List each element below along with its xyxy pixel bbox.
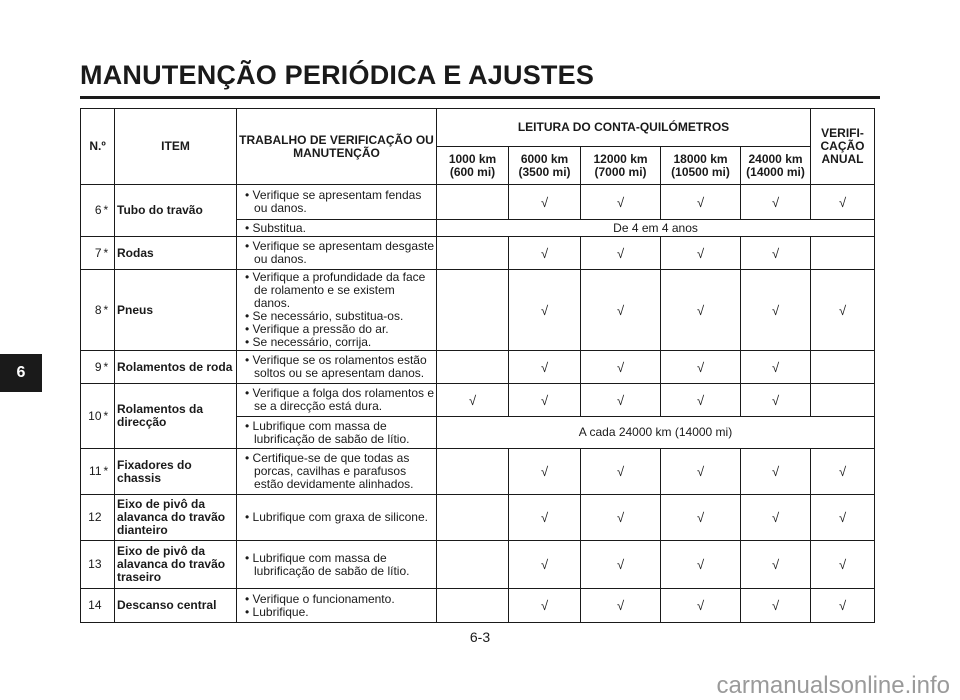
odo-km: 6000 km <box>520 151 569 166</box>
interval-note: De 4 em 4 anos <box>437 220 875 237</box>
check-mark: √ <box>811 541 875 589</box>
odo-km: 18000 km <box>673 151 728 166</box>
check-mark: √ <box>661 185 741 220</box>
check-mark: √ <box>581 541 661 589</box>
row-star: * <box>103 270 115 351</box>
check-mark: √ <box>811 185 875 220</box>
check-mark: √ <box>581 589 661 623</box>
row-item: Pneus <box>115 270 237 351</box>
check-mark: √ <box>509 270 581 351</box>
watermark: carmanualsonline.info <box>716 672 950 699</box>
row-number: 13 <box>81 541 103 589</box>
row-item: Descanso central <box>115 589 237 623</box>
col-header-annual: VERIFI-CAÇÃO ANUAL <box>811 109 875 185</box>
table-row <box>81 541 875 589</box>
row-item: Fixadores do chassis <box>115 449 237 495</box>
chapter-tab: 6 <box>0 354 42 392</box>
row-work: • Verifique a folga dos rolamentos e se a direcção está dura. <box>245 386 434 413</box>
check-mark: √ <box>741 185 811 220</box>
odo-mi: (7000 mi) <box>594 164 647 179</box>
check-mark: √ <box>581 351 661 384</box>
check-mark: √ <box>437 384 509 417</box>
check-mark: √ <box>741 541 811 589</box>
check-mark: √ <box>741 270 811 351</box>
row-work: • Certifique-se de que todas as porcas, cavilhas e parafusos estão devidamente alinhados. <box>245 451 414 491</box>
row-item: Eixo de pivô da alavanca do travão dianteiro <box>115 495 237 541</box>
col-header-odometer: LEITURA DO CONTA-QUILÓMETROS <box>437 109 811 147</box>
table-row <box>81 384 875 417</box>
empty-cell <box>811 384 875 417</box>
empty-cell <box>437 237 509 270</box>
check-mark: √ <box>741 237 811 270</box>
row-work-line: • Se necessário, corrija. <box>245 335 372 349</box>
row-star: * <box>103 384 115 449</box>
row-work: • Verifique se apresentam desgaste ou danos. <box>245 239 434 266</box>
check-mark: √ <box>741 351 811 384</box>
row-number: 8 <box>81 270 103 351</box>
check-mark: √ <box>509 237 581 270</box>
col-header-odo <box>437 147 509 185</box>
odo-km: 12000 km <box>593 151 648 166</box>
row-number: 6 <box>81 185 103 237</box>
check-mark: √ <box>661 495 741 541</box>
row-work: • Substitua. <box>245 220 306 235</box>
check-mark: √ <box>741 449 811 495</box>
row-number: 7 <box>81 237 103 270</box>
row-item: Rolamentos da direcção <box>115 384 237 449</box>
empty-cell <box>437 351 509 384</box>
check-mark: √ <box>509 351 581 384</box>
row-number: 11 <box>81 449 103 495</box>
table-row <box>81 589 875 623</box>
empty-cell <box>437 541 509 589</box>
table-row <box>81 351 875 384</box>
odo-mi: (14000 mi) <box>746 164 805 179</box>
empty-cell <box>437 270 509 351</box>
title-divider <box>80 96 880 99</box>
check-mark: √ <box>509 495 581 541</box>
table-row <box>81 270 875 351</box>
row-work-line: • Verifique a profundidade da face de rolamento e se existem danos. <box>245 270 426 310</box>
row-number: 10 <box>81 384 103 449</box>
check-mark: √ <box>581 185 661 220</box>
check-mark: √ <box>661 351 741 384</box>
check-mark: √ <box>661 589 741 623</box>
row-number: 9 <box>81 351 103 384</box>
row-work-line: • Verifique o funcionamento. <box>245 591 395 606</box>
row-star <box>103 589 115 623</box>
interval-note: A cada 24000 km (14000 mi) <box>437 417 875 449</box>
row-work: • Verifique se os rolamentos estão soltos ou se apresentam danos. <box>245 353 427 380</box>
row-work: • Lubrifique com massa de lubrificação de sabão de lítio. <box>245 550 410 578</box>
check-mark: √ <box>661 384 741 417</box>
check-mark: √ <box>661 449 741 495</box>
empty-cell <box>811 351 875 384</box>
col-header-odo <box>741 147 811 185</box>
row-star: * <box>103 237 115 270</box>
empty-cell <box>811 237 875 270</box>
row-work-line: • Lubrifique. <box>245 604 309 619</box>
row-item: Rolamentos de roda <box>115 351 237 384</box>
row-number: 12 <box>81 495 103 541</box>
check-mark: √ <box>741 495 811 541</box>
check-mark: √ <box>509 185 581 220</box>
check-mark: √ <box>581 270 661 351</box>
row-number: 14 <box>81 589 103 623</box>
empty-cell <box>437 449 509 495</box>
odo-mi: (3500 mi) <box>518 164 571 179</box>
odo-mi: (600 mi) <box>449 164 496 179</box>
row-work-line: • Se necessário, substitua-os. <box>245 309 404 323</box>
row-work-line: • Verifique a pressão do ar. <box>245 322 389 336</box>
check-mark: √ <box>509 589 581 623</box>
table-row <box>81 449 875 495</box>
row-item: Tubo do travão <box>115 185 237 237</box>
check-mark: √ <box>741 589 811 623</box>
maintenance-table <box>80 108 875 623</box>
check-mark: √ <box>741 384 811 417</box>
page-title: MANUTENÇÃO PERIÓDICA E AJUSTES <box>80 60 595 90</box>
empty-cell <box>437 589 509 623</box>
table-row <box>81 185 875 220</box>
check-mark: √ <box>811 589 875 623</box>
row-work: • Verifique se apresentam fendas ou danos. <box>245 188 422 215</box>
col-header-odo <box>509 147 581 185</box>
row-item: Eixo de pivô da alavanca do travão traseiro <box>115 541 237 589</box>
check-mark: √ <box>661 270 741 351</box>
check-mark: √ <box>581 384 661 417</box>
col-header-odo <box>581 147 661 185</box>
check-mark: √ <box>811 449 875 495</box>
empty-cell <box>437 185 509 220</box>
table-row <box>81 495 875 541</box>
row-work: • Lubrifique com massa de lubrificação de sabão de lítio. <box>245 418 410 446</box>
row-star <box>103 541 115 589</box>
empty-cell <box>437 495 509 541</box>
row-star: * <box>103 449 115 495</box>
check-mark: √ <box>509 384 581 417</box>
table-row <box>81 237 875 270</box>
page-number: 6-3 <box>469 629 491 645</box>
check-mark: √ <box>581 449 661 495</box>
check-mark: √ <box>661 237 741 270</box>
check-mark: √ <box>581 237 661 270</box>
col-header-item: ITEM <box>115 109 237 185</box>
check-mark: √ <box>509 541 581 589</box>
check-mark: √ <box>581 495 661 541</box>
check-mark: √ <box>811 270 875 351</box>
col-header-work: TRABALHO DE VERIFICAÇÃO OU MANUTENÇÃO <box>237 109 437 185</box>
row-work: • Lubrifique com graxa de silicone. <box>245 510 428 524</box>
row-star: * <box>103 185 115 237</box>
odo-mi: (10500 mi) <box>671 164 730 179</box>
row-star: * <box>103 351 115 384</box>
row-item: Rodas <box>115 237 237 270</box>
check-mark: √ <box>811 495 875 541</box>
col-header-odo <box>661 147 741 185</box>
check-mark: √ <box>509 449 581 495</box>
odo-km: 24000 km <box>748 151 803 166</box>
odo-km: 1000 km <box>448 151 497 166</box>
check-mark: √ <box>661 541 741 589</box>
col-header-no: N.º <box>81 109 115 185</box>
row-star <box>103 495 115 541</box>
